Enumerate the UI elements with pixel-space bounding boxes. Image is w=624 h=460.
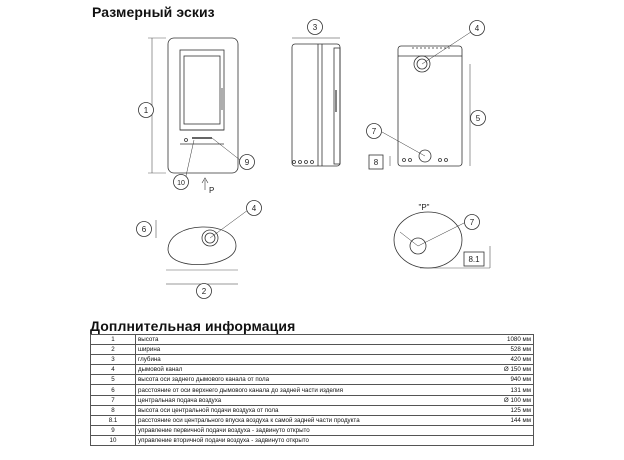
cell-val: 528 мм — [469, 345, 534, 355]
top-view — [156, 210, 248, 284]
cell-desc: высота оси заднего дымового канала от пола — [136, 375, 470, 385]
cell-num: 10 — [91, 435, 136, 445]
cell-num: 8.1 — [91, 415, 136, 425]
p-view-label: "P" — [418, 203, 430, 212]
front-view — [148, 38, 240, 190]
cell-desc: центральная подача воздуха — [136, 395, 470, 405]
cell-desc: управление вторичной подачи воздуха - задвинуто открыто — [136, 435, 470, 445]
cell-num: 2 — [91, 345, 136, 355]
table-row — [91, 405, 534, 415]
sketch-title: Размерный эскиз — [92, 4, 215, 20]
cell-val: 125 мм — [469, 405, 534, 415]
table-row — [91, 415, 534, 425]
label-5: 5 — [475, 114, 481, 123]
label-3: 3 — [312, 23, 318, 32]
cell-desc: управление первичной подачи воздуха - задвинуто открыто — [136, 425, 470, 435]
cell-num: 1 — [91, 335, 136, 345]
cell-desc: высота — [136, 335, 470, 345]
cell-val: 420 мм — [469, 355, 534, 365]
table-row — [91, 365, 534, 375]
info-table — [90, 334, 534, 446]
table-row — [91, 395, 534, 405]
label-4-top: 4 — [474, 24, 480, 33]
label-9: 9 — [244, 158, 250, 167]
cell-desc: глубина — [136, 355, 470, 365]
cell-val: 131 мм — [469, 385, 534, 395]
table-row — [91, 375, 534, 385]
cell-desc: дымовой канал — [136, 365, 470, 375]
cell-val: 1080 мм — [469, 335, 534, 345]
back-view — [382, 30, 474, 166]
cell-num: 5 — [91, 375, 136, 385]
label-7-p: 7 — [469, 218, 475, 227]
cell-num: 6 — [91, 385, 136, 395]
info-title: Доплнительная информация — [90, 318, 296, 334]
label-2: 2 — [201, 287, 207, 296]
table-row — [91, 335, 534, 345]
cell-num: 4 — [91, 365, 136, 375]
table-row — [91, 435, 534, 445]
p-arrow-label: P — [209, 186, 215, 195]
cell-num: 7 — [91, 395, 136, 405]
label-8: 8 — [373, 158, 379, 167]
cell-val: 144 мм — [469, 415, 534, 425]
cell-val — [469, 425, 534, 435]
label-8-1: 8.1 — [468, 255, 480, 264]
label-6: 6 — [141, 225, 147, 234]
table-row — [91, 345, 534, 355]
side-view — [292, 38, 340, 166]
cell-val: 940 мм — [469, 375, 534, 385]
table-row — [91, 355, 534, 365]
cell-val: Ø 100 мм — [469, 395, 534, 405]
label-1: 1 — [143, 106, 149, 115]
label-4-bottom: 4 — [251, 204, 257, 213]
cell-desc: ширина — [136, 345, 470, 355]
table-row — [91, 385, 534, 395]
label-10: 10 — [177, 180, 185, 187]
cell-num: 9 — [91, 425, 136, 435]
cell-desc: расстояние от оси верхнего дымового канала до задней части изделия — [136, 385, 470, 395]
cell-desc: высота оси центральной подачи воздуха от пола — [136, 405, 470, 415]
cell-val — [469, 435, 534, 445]
cell-desc: расстояние оси центрального впуска воздуха к самой задней части продукта — [136, 415, 470, 425]
table-row — [91, 425, 534, 435]
cell-num: 3 — [91, 355, 136, 365]
cell-num: 8 — [91, 405, 136, 415]
label-7: 7 — [371, 127, 377, 136]
cell-val: Ø 150 мм — [469, 365, 534, 375]
